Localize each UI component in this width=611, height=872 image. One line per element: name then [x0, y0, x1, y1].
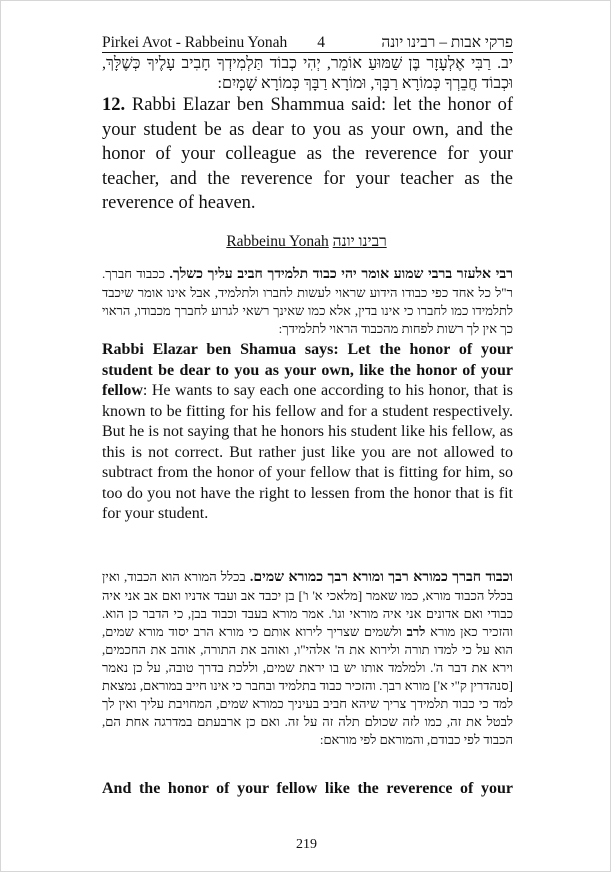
- section-title-english: Rabbeinu Yonah: [226, 233, 329, 250]
- commentary-1-english-body: : He wants to say each one according to his honor, that is known to be fitting for his fellow and for a student respectively. But he is not saying that he honors his student like his fellow, as this is not correct. But rather just like you are not allowed to subtract from the honor of your fellow that is fitting for him, so too do you not have the right to lessen from the honor that is fit for your student.: [102, 382, 513, 522]
- commentary-1-hebrew: [102, 265, 513, 338]
- commentary-1-english-lead: Rabbi Elazar ben Shamua says: Let the honor of your student be dear to you as your own, like the honor of your fellow: [102, 341, 513, 399]
- commentary-2-hebrew-lead: וכבוד חברך כמורא רבך ומורא רבך כמורא שמים.: [249, 570, 514, 585]
- commentary-1-english: [102, 340, 513, 525]
- running-header: [102, 35, 513, 53]
- commentary-1-hebrew-body: ככבוד חברך. ר"ל כל אחד כפי כבודו הידוע שראוי לעשות לחברו ולתלמיד, אבל אינו אומר שיכבד לתלמידו כמו לחברו כי אינו בדין, אלא כמו שאינך רשאי לגרוע לחברך מכבודו, הראוי כך אין לך רשות לפחות מהכבוד הראוי לתלמידך:: [102, 266, 513, 336]
- section-title-hebrew: רבינו יונה: [332, 233, 387, 250]
- header-chapter-number: 4: [317, 34, 326, 51]
- header-title-hebrew: פרקי אבות – רבינו יונה: [381, 34, 513, 51]
- mishna-hebrew-text: יב. רַבִּי אֶלְעָזָר בֶּן שַׁמּוּעַ אוֹמֵר, יְהִי כְבוֹד תַּלְמִידְךָ חָבִיב עָלֶיךָ כְּשֶׁלָּךְ, וּכְבוֹד חֲבֵרְךָ כְּמוֹרָא רַבָּךְ, וּמוֹרָא רַבָּךְ כְּמוֹרָא שָׁמָיִם:: [102, 55, 513, 92]
- commentary-2-english: And the honor of your fellow like the reverence of your: [102, 780, 513, 797]
- mishna-english-text: [102, 93, 513, 216]
- header-left: [102, 35, 337, 51]
- commentary-2-hebrew-body-1: בכלל המורא הוא הכבוד, ואין בכלל הכבוד מורא, כמו שאמר [מלאכי א' ו'] בן יכבד אב ועבד אדניו ואם אב אני איה כבודי ואם אדונים אני איה מוראי וגו'. אמר מורא בעבד וכבוד בבן, כי הדבר כן הוא. והזכיר כאן מורא: [102, 569, 514, 639]
- page-number: 219: [296, 837, 317, 852]
- commentary-2-hebrew: [102, 568, 513, 749]
- header-title-english: Pirkei Avot - Rabbeinu Yonah: [102, 34, 288, 51]
- mishna-english-translation: Rabbi Elazar ben Shammua said: let the honor of your student be as dear to you as your own, and the honor of your colleague as the reverence for your teacher, and the reverence for your teacher as the reverence of heaven.: [102, 95, 514, 213]
- commentary-2-hebrew-bold: לרב: [406, 624, 426, 639]
- section-heading: [1, 233, 611, 251]
- mishna-number: 12.: [102, 95, 126, 115]
- commentary-1-hebrew-lead: רבי אלעזר ברבי שמוע אומר יהי כבוד תלמידך חביב עליך כשלך.: [169, 267, 513, 282]
- commentary-2-hebrew-body-2: ולשמים שצריך לירוא אותם כי מורא הרב יסוד מורא שמים, הוא על כי למדו תורה ולירוא את ה' אלהי"ו, ואוהב את התורה, אוהב את החכמים, וירא את דבר ה'. ולמלמד אותו יש בו יראת שמים, וללכת בדרך טובה, על כן נאמר [סנהדרין ק"י א'] מורא רבך. והזכיר כבוד בתלמיד ובחבר כי אינו חייב במוראם, נמצאת למד כי כבוד תלמידך צריך שיהא חביב בעיניך כמורא שמים, המחויבת עליך ואין לך לבטל את זה, כמו לזה שכולם תלה זה על זה. ואם כן ארבעתם במדרגה אחת הם, הכבוד לפי כבודם, והמוראם לפי מוראם:: [102, 624, 513, 747]
